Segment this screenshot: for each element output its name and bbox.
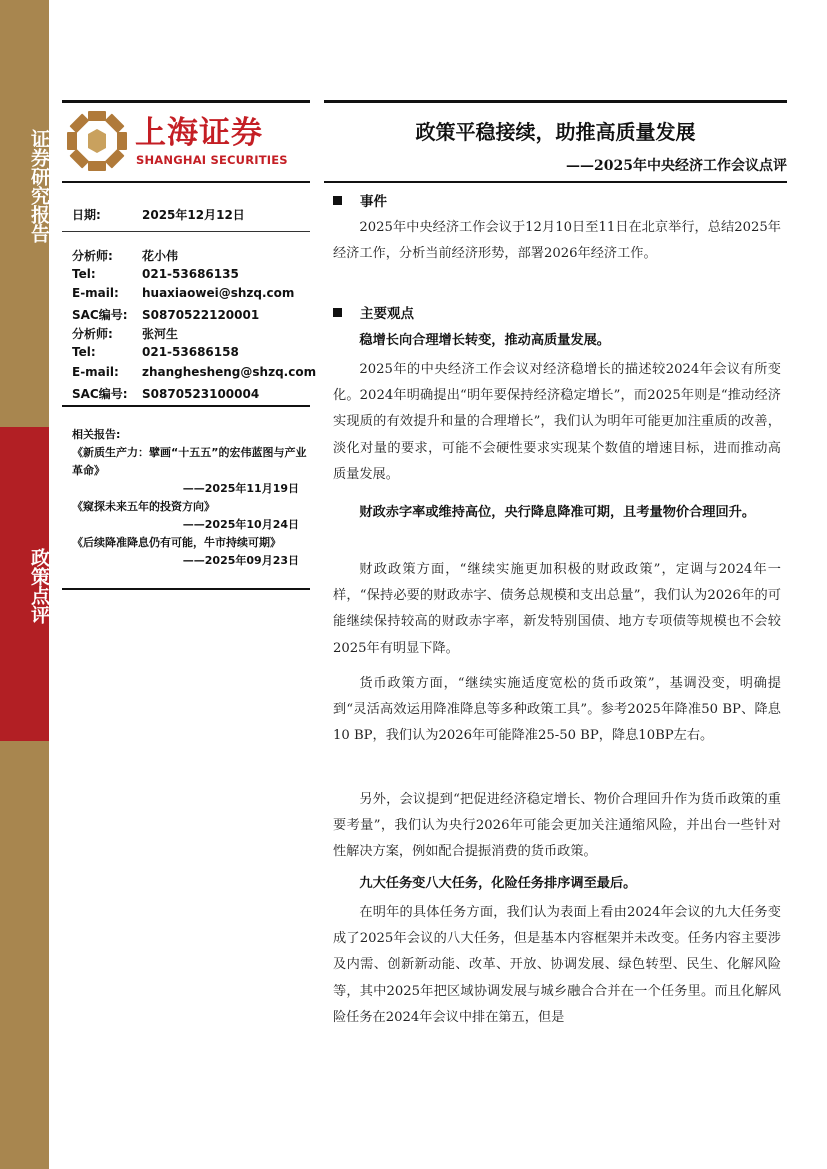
square-bullet-icon [333,196,342,205]
date-label: 日期: [72,208,101,222]
event-paragraph: 2025年中央经济工作会议于12月10日至11日在北京举行，总结2025年经济工作，分析当前经济形势，部署2026年经济工作。 [333,220,781,262]
analyst-1-email: E-mail: huaxiaowei@shzq.com [72,286,295,300]
sidebar-category: 政策点评 [28,548,50,624]
divider [62,588,310,590]
related-report-date: ——2025年09月23日 [182,554,299,567]
analyst-1-name: 分析师: 花小伟 [72,249,179,263]
top-rule-right [324,100,787,103]
views-heading: 主要观点 [333,302,414,322]
analyst-1-email-link[interactable]: huaxiaowei@shzq.com [142,286,295,300]
related-report-date: ——2025年11月19日 [182,482,299,495]
view-2-heading: 财政赤字率或维持高位，央行降息降准可期，且考量物价合理回升。 [359,505,756,520]
brand-name-cn: 上海证券 [135,115,263,151]
related-heading: 相关报告: [72,428,121,441]
analyst-1-tel: Tel: 021-53686135 [72,267,239,281]
sidebar-report-type: 证券研究报告 [28,129,50,243]
divider [62,231,310,232]
shanghai-securities-logo-icon [67,111,127,171]
view-2-other-paragraph: 另外，会议提到“把促进经济稳定增长、物价合理回升作为货币政策的重要考量”，我们认为央行2026年可能会更加关注通缩风险，并出台一些针对性解决方案，例如配合提振消费的货币政策。 [333,792,781,860]
divider [62,405,310,407]
analyst-2-email: E-mail: zhanghesheng@shzq.com [72,365,317,379]
analyst-2-email-link[interactable]: zhanghesheng@shzq.com [142,365,317,379]
related-report-link[interactable]: 《窥探未来五年的投资方向》 [72,500,215,513]
view-3-heading: 九大任务变八大任务，化险任务排序调至最后。 [359,876,637,891]
related-report-link[interactable]: 《后续降准降息仍有可能，牛市持续可期》 [72,536,281,549]
analyst-2-sac: SAC编号: S0870523100004 [72,387,260,401]
related-report-date: ——2025年10月24日 [182,518,299,531]
analyst-1-sac: SAC编号: S0870522120001 [72,308,260,322]
view-2-monetary-paragraph: 货币政策方面，“继续实施适度宽松的货币政策”，基调没变，明确提到“灵活高效运用降准降息等多种政策工具”。参考2025年降准50 BP、降息10 BP，我们认为2026年可能降准25-50 BP，降息10BP左右。 [333,676,781,744]
analyst-2-name: 分析师: 张河生 [72,327,179,341]
event-heading: 事件 [333,190,387,210]
view-1-paragraph: 2025年的中央经济工作会议对经济稳增长的描述较2024年会议有所变化。2024年明确提出“明年要保持经济稳定增长”，而2025年则是“推动经济实现质的有效提升和量的合理增长”，我们认为明年可能更加注重质的改善，淡化对量的要求，可能不会硬性要求实现某个数值的增速目标，进而推动高质量发展。 [333,362,781,482]
analyst-2-tel: Tel: 021-53686158 [72,345,239,359]
top-rule-left [62,100,310,103]
report-subtitle: ——2025年中央经济工作会议点评 [566,158,787,174]
related-reports [72,426,307,570]
related-report-link[interactable]: 《新质生产力：擘画“十五五”的宏伟蓝图与产业革命》 [72,446,307,477]
square-bullet-icon [333,308,342,317]
date-value: 2025年12月12日 [142,208,245,222]
header-rule-right [324,181,787,183]
header-rule-left [62,181,310,183]
report-title: 政策平稳接续，助推高质量发展 [415,120,696,144]
view-3-paragraph: 在明年的具体任务方面，我们认为表面上看由2024年会议的九大任务变成了2025年会议的八大任务，但是基本内容框架并未改变。任务内容主要涉及内需、创新新动能、改革、开放、协调发展、绿色转型、民生、化解风险等，其中2025年把区域协调发展与城乡融合合并在一个任务里。而且化解风险任务在2024年会议中排在第五，但是 [333,905,781,1025]
brand-name-en: SHANGHAI SECURITIES [136,153,288,167]
view-1-heading: 稳增长向合理增长转变，推动高质量发展。 [359,333,610,348]
view-2-fiscal-paragraph: 财政政策方面，“继续实施更加积极的财政政策”，定调与2024年一样，“保持必要的财政赤字、债务总规模和支出总量”，我们认为2026年的可能继续保持较高的财政赤字率，新发特别国债、地方专项债等规模也不会较2025年有明显下降。 [333,562,781,656]
info-date [72,206,245,223]
